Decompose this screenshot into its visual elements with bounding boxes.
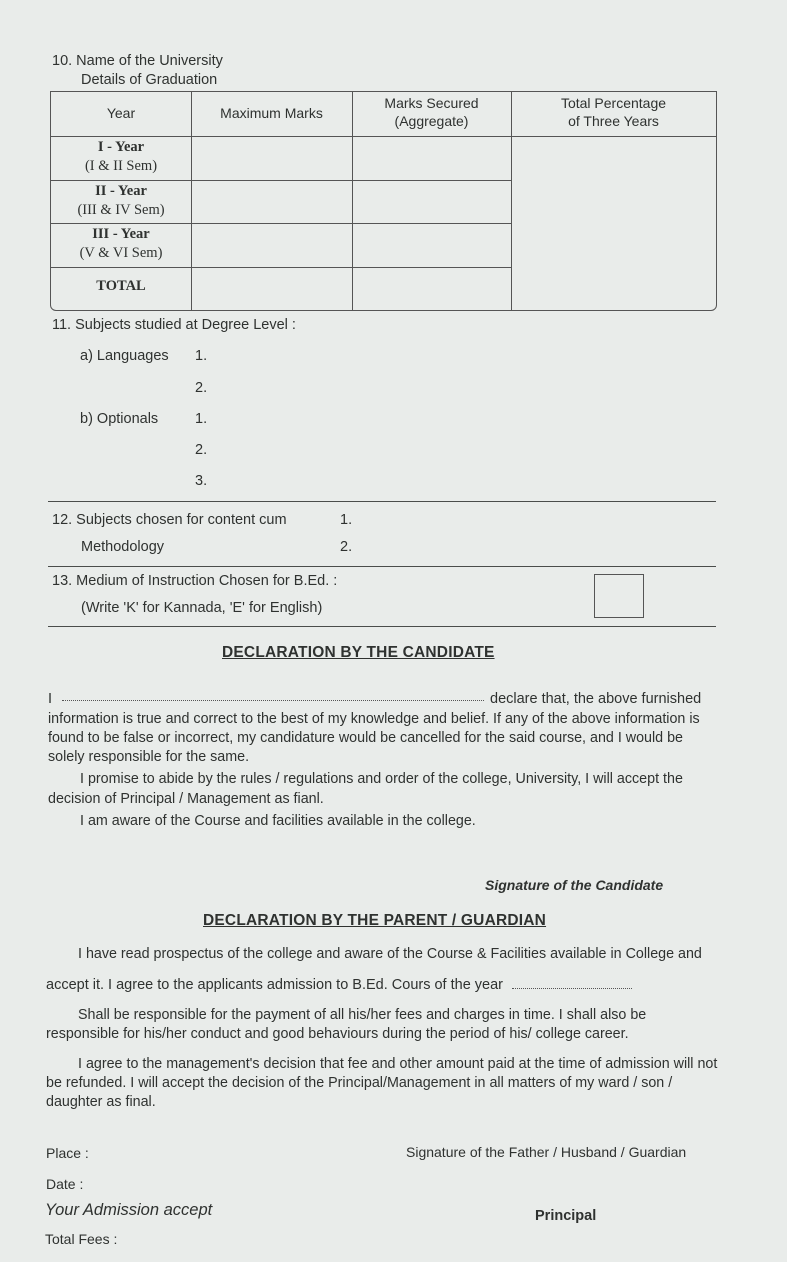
optionals-number-3: 3. (195, 473, 208, 489)
row-label-year-3: III - Year (V & VI Sem) (79, 226, 163, 261)
cell-total-percentage[interactable] (512, 137, 716, 310)
parent-line7: daughter as final. (46, 1094, 156, 1110)
row-label-year-2: II - Year (III & IV Sem) (77, 183, 165, 218)
header-marks-secured: Marks Secured (Aggregate) (384, 95, 479, 129)
cell-max-marks-total[interactable] (192, 268, 352, 310)
candidate-signature-label: Signature of the Candidate (485, 877, 664, 893)
declaration-line7: I am aware of the Course and facilities available in the college. (80, 813, 476, 829)
parent-line4: responsible for his/her conduct and good behaviours during the period of his/ college career. (46, 1026, 629, 1042)
year-blank[interactable] (512, 988, 632, 989)
guardian-signature-label: Signature of the Father / Husband / Guardian (406, 1144, 687, 1160)
parent-line3: Shall be responsible for the payment of all his/her fees and charges in time. I shall also be (78, 1007, 647, 1023)
declaration-line3: found to be false or incorrect, my candidature would be cancelled for the said course, and I would be (48, 730, 683, 746)
parent-line1: I have read prospectus of the college and aware of the Course & Facilities available in College and (78, 946, 702, 962)
parent-line5: I agree to the management's decision that fee and other amount paid at the time of admission will not (78, 1056, 718, 1072)
declaration-line1-start: I (48, 691, 53, 707)
q12-line1: 12. Subjects chosen for content cum (52, 512, 287, 528)
declaration-line4: solely responsible for the same. (48, 749, 250, 765)
row-label-total: TOTAL (96, 278, 146, 294)
q12-number-2: 2. (340, 539, 353, 555)
q11-title: 11. Subjects studied at Degree Level : (52, 317, 296, 333)
languages-number-2: 2. (195, 380, 208, 396)
q12-number-1: 1. (340, 512, 353, 528)
cell-max-marks-year-1[interactable] (192, 137, 352, 180)
cell-marks-secured-total[interactable] (353, 268, 511, 310)
candidate-declaration-heading: DECLARATION BY THE CANDIDATE (222, 644, 495, 661)
header-year: Year (106, 105, 136, 121)
declaration-line6: decision of Principal / Management as fianl. (48, 791, 324, 807)
declaration-line5: I promise to abide by the rules / regulations and order of the college, University, I will accept the (80, 771, 683, 787)
languages-number-1: 1. (195, 348, 208, 364)
divider (48, 626, 716, 627)
date-label: Date : (46, 1176, 84, 1192)
cell-max-marks-year-3[interactable] (192, 224, 352, 267)
q10-title: 10. Name of the University (52, 53, 223, 69)
optionals-number-1: 1. (195, 411, 208, 427)
total-fees-label: Total Fees : (45, 1231, 118, 1247)
header-max-marks: Maximum Marks (220, 105, 323, 121)
parent-line2: accept it. I agree to the applicants admission to B.Ed. Cours of the year (46, 977, 503, 993)
q12-line2: Methodology (81, 539, 165, 555)
parent-line6: be refunded. I will accept the decision of the Principal/Management in all matters of my ward / son / (46, 1075, 673, 1091)
divider (48, 501, 716, 502)
q13-line2: (Write 'K' for Kannada, 'E' for English) (81, 600, 323, 616)
optionals-number-2: 2. (195, 442, 208, 458)
row-label-year-1: I - Year (I & II Sem) (84, 139, 158, 174)
cell-marks-secured-year-3[interactable] (353, 224, 511, 267)
candidate-name-blank[interactable] (62, 700, 484, 701)
parent-declaration-heading: DECLARATION BY THE PARENT / GUARDIAN (203, 912, 547, 929)
medium-checkbox[interactable] (594, 574, 644, 618)
cell-marks-secured-year-2[interactable] (353, 181, 511, 223)
optionals-label: b) Optionals (80, 411, 159, 427)
declaration-line2: information is true and correct to the best of my knowledge and belief. If any of the above information is (48, 711, 700, 727)
principal-label: Principal (535, 1208, 597, 1224)
q10-subtitle: Details of Graduation (81, 72, 218, 88)
place-label: Place : (46, 1145, 89, 1161)
q13-line1: 13. Medium of Instruction Chosen for B.Ed. : (52, 573, 338, 589)
cell-max-marks-year-2[interactable] (192, 181, 352, 223)
graduation-table (50, 91, 717, 311)
header-total-percentage: Total Percentage of Three Years (560, 95, 667, 129)
languages-label: a) Languages (80, 348, 169, 364)
cell-marks-secured-year-1[interactable] (353, 137, 511, 180)
admission-accept-label: Your Admission accept (45, 1201, 213, 1219)
declaration-line1-end: declare that, the above furnished (490, 691, 702, 707)
divider (48, 566, 716, 567)
